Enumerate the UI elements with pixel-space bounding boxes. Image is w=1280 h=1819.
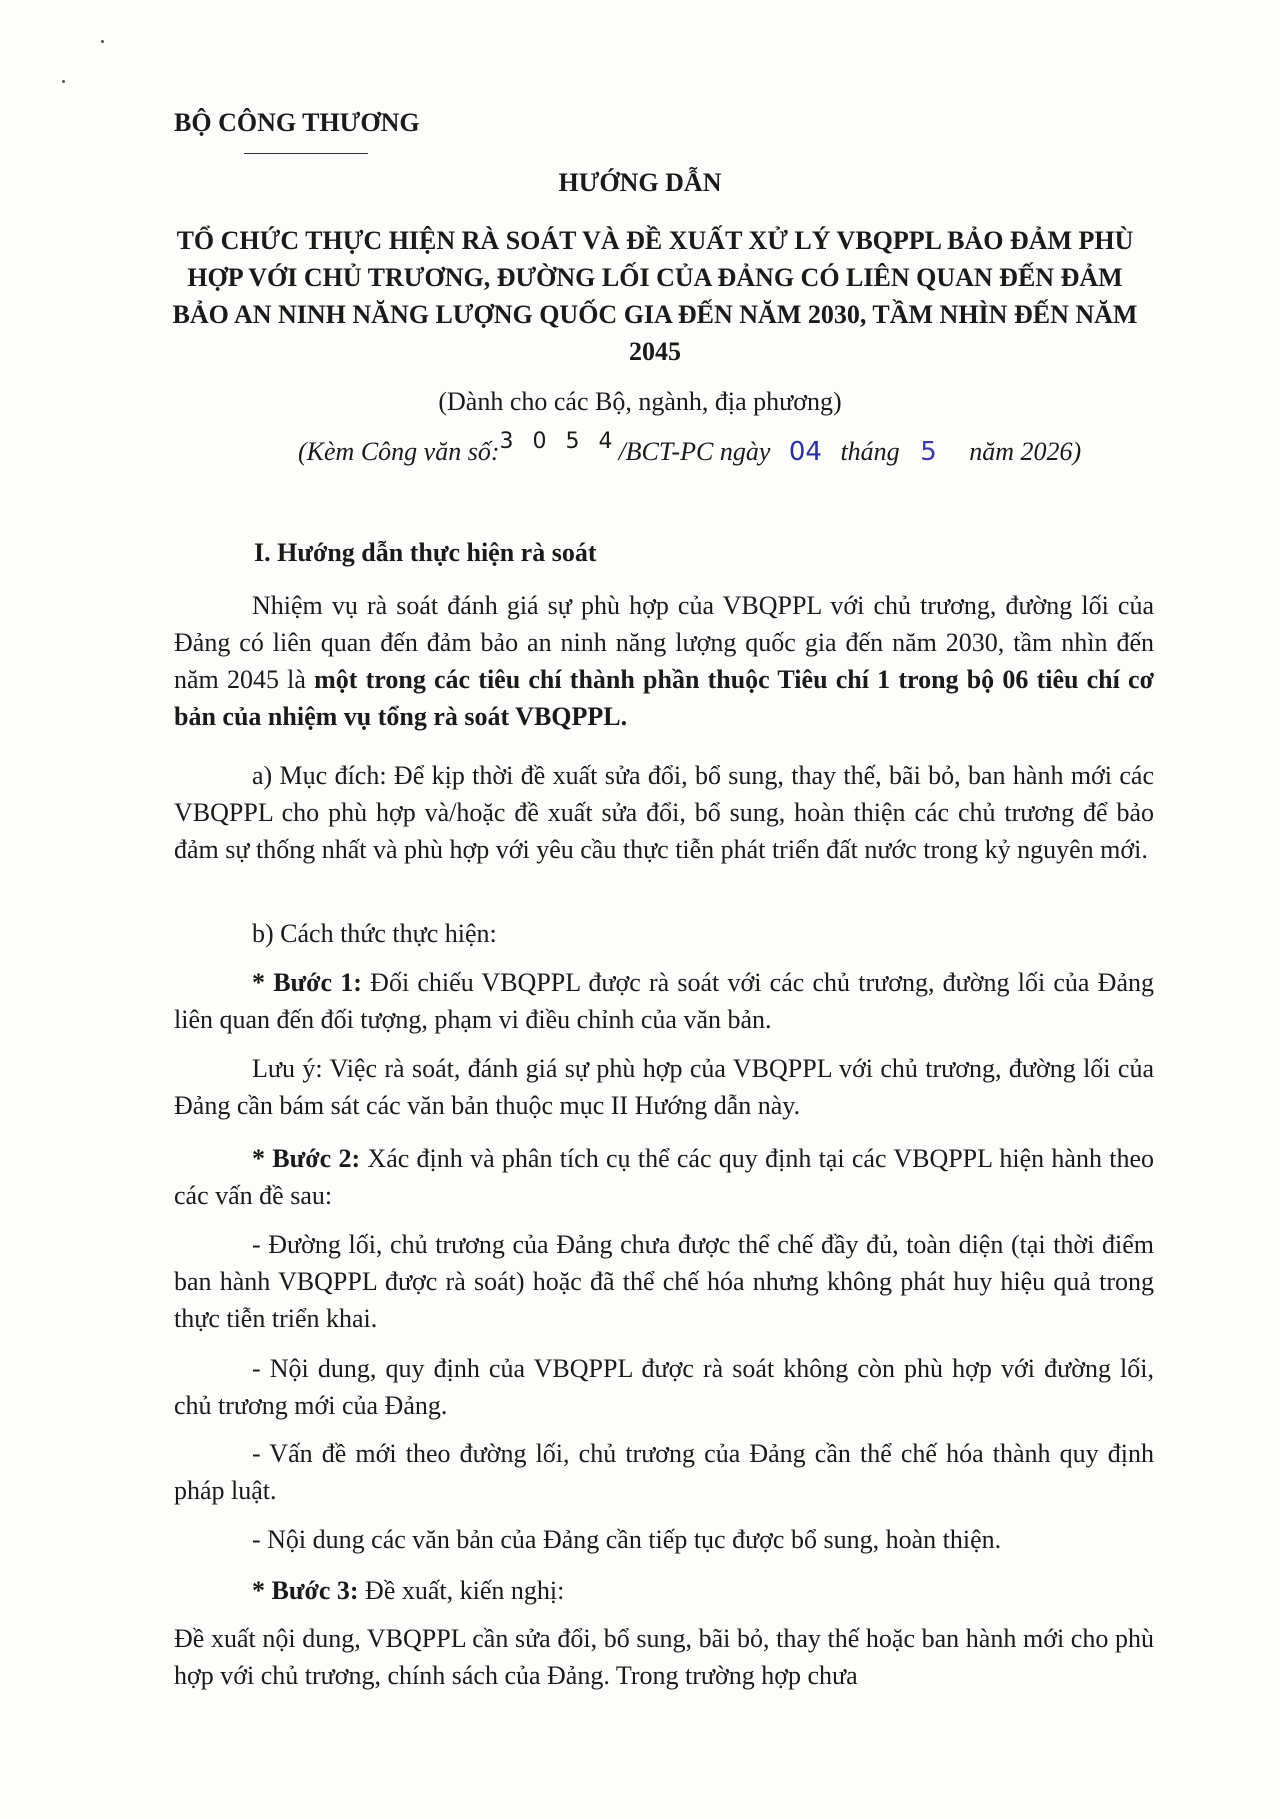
method-label: b) Cách thức thực hiện:: [252, 919, 497, 948]
purpose-paragraph: a) Mục đích: Để kịp thời đề xuất sửa đổi, bổ sung, thay thế, bãi bỏ, ban hành mới các VBQPPL cho phù hợp và/hoặc đề xuất sửa đổi, bổ sung, hoàn thiện các chủ trương để bảo đảm sự thống nhất và phù hợp với yêu cầu thực tiễn phát triển đất nước trong kỷ nguyên mới.: [174, 761, 1154, 864]
issue-item: - Đường lối, chủ trương của Đảng chưa được thể chế đầy đủ, toàn diện (tại thời điểm ban hành VBQPPL được rà soát) hoặc đã thể chế hóa nhưng không phát huy hiệu quả trong thực tiễn triển khai.: [174, 1230, 1154, 1333]
step-2-text: Xác định và phân tích cụ thể các quy định tại các VBQPPL hiện hành theo các vấn đề sau:: [174, 1144, 1154, 1210]
issue-item: - Nội dung, quy định của VBQPPL được rà soát không còn phù hợp với đường lối, chủ trương mới của Đảng.: [174, 1354, 1154, 1420]
step-3-text: Đề xuất, kiến nghị:: [358, 1576, 565, 1605]
step-1-label: * Bước 1:: [252, 968, 362, 997]
section-heading: I. Hướng dẫn thực hiện rà soát: [254, 538, 597, 567]
intro-paragraph: [174, 587, 1154, 735]
year-text: năm 2026): [969, 437, 1082, 466]
reference-line: [298, 429, 1082, 467]
step-3-label: * Bước 3:: [252, 1576, 359, 1605]
step-1-text: Đối chiếu VBQPPL được rà soát với các chủ trương, đường lối của Đảng liên quan đến đối tượng, phạm vi điều chỉnh của văn bản.: [174, 968, 1154, 1034]
handwritten-month: 5: [920, 437, 937, 467]
issue-item: - Nội dung các văn bản của Đảng cần tiếp tục được bổ sung, hoàn thiện.: [252, 1525, 1002, 1554]
dispatch-number-stamp: 3 0 5 4: [499, 429, 619, 454]
note-paragraph: Lưu ý: Việc rà soát, đánh giá sự phù hợp của VBQPPL với chủ trương, đường lối của Đảng cần bám sát các văn bản thuộc mục II Hướng dẫn này.: [174, 1054, 1154, 1120]
reference-code: /BCT-PC ngày: [618, 437, 771, 466]
agency-underline: [244, 153, 368, 154]
issuing-agency: BỘ CÔNG THƯƠNG: [174, 108, 420, 137]
proposal-paragraph: Đề xuất nội dung, VBQPPL cần sửa đổi, bổ sung, bãi bỏ, thay thế hoặc ban hành mới cho phù hợp với chủ trương, chính sách của Đảng. Trong trường hợp chưa: [174, 1624, 1154, 1690]
document-type: HƯỚNG DẪN: [558, 168, 722, 197]
intro-bold-text: một trong các tiêu chí thành phần thuộc Tiêu chí 1 trong bộ 06 tiêu chí cơ bản của nhiệm vụ tổng rà soát VBQPPL.: [174, 665, 1154, 731]
scan-speck: [62, 80, 65, 83]
step-2-paragraph: [174, 1140, 1154, 1214]
step-3-paragraph: [174, 1572, 1154, 1609]
scan-speck: [101, 40, 104, 43]
document-title: TỔ CHỨC THỰC HIỆN RÀ SOÁT VÀ ĐỀ XUẤT XỬ LÝ VBQPPL BẢO ĐẢM PHÙ HỢP VỚI CHỦ TRƯƠNG, ĐƯỜNG LỐI CỦA ĐẢNG CÓ LIÊN QUAN ĐẾN ĐẢM BẢO AN NINH NĂNG LƯỢNG QUỐC GIA ĐẾN NĂM 2030, TẦM NHÌN ĐẾN NĂM 2045: [172, 226, 1138, 366]
audience-note: (Dành cho các Bộ, ngành, địa phương): [438, 387, 842, 416]
step-2-label: * Bước 2:: [252, 1144, 361, 1173]
month-label: tháng: [840, 437, 900, 466]
issue-item: - Vấn đề mới theo đường lối, chủ trương của Đảng cần thể chế hóa thành quy định pháp luật.: [174, 1439, 1154, 1505]
handwritten-day: 04: [788, 437, 822, 467]
step-1-paragraph: [174, 964, 1154, 1038]
intro-text: Nhiệm vụ rà soát đánh giá sự phù hợp của VBQPPL với chủ trương, đường lối của Đảng có liên quan đến đảm bảo an ninh năng lượng quốc gia đến năm 2030, tầm nhìn đến năm 2045 là: [174, 591, 1154, 694]
reference-prefix: (Kèm Công văn số:: [298, 437, 500, 466]
